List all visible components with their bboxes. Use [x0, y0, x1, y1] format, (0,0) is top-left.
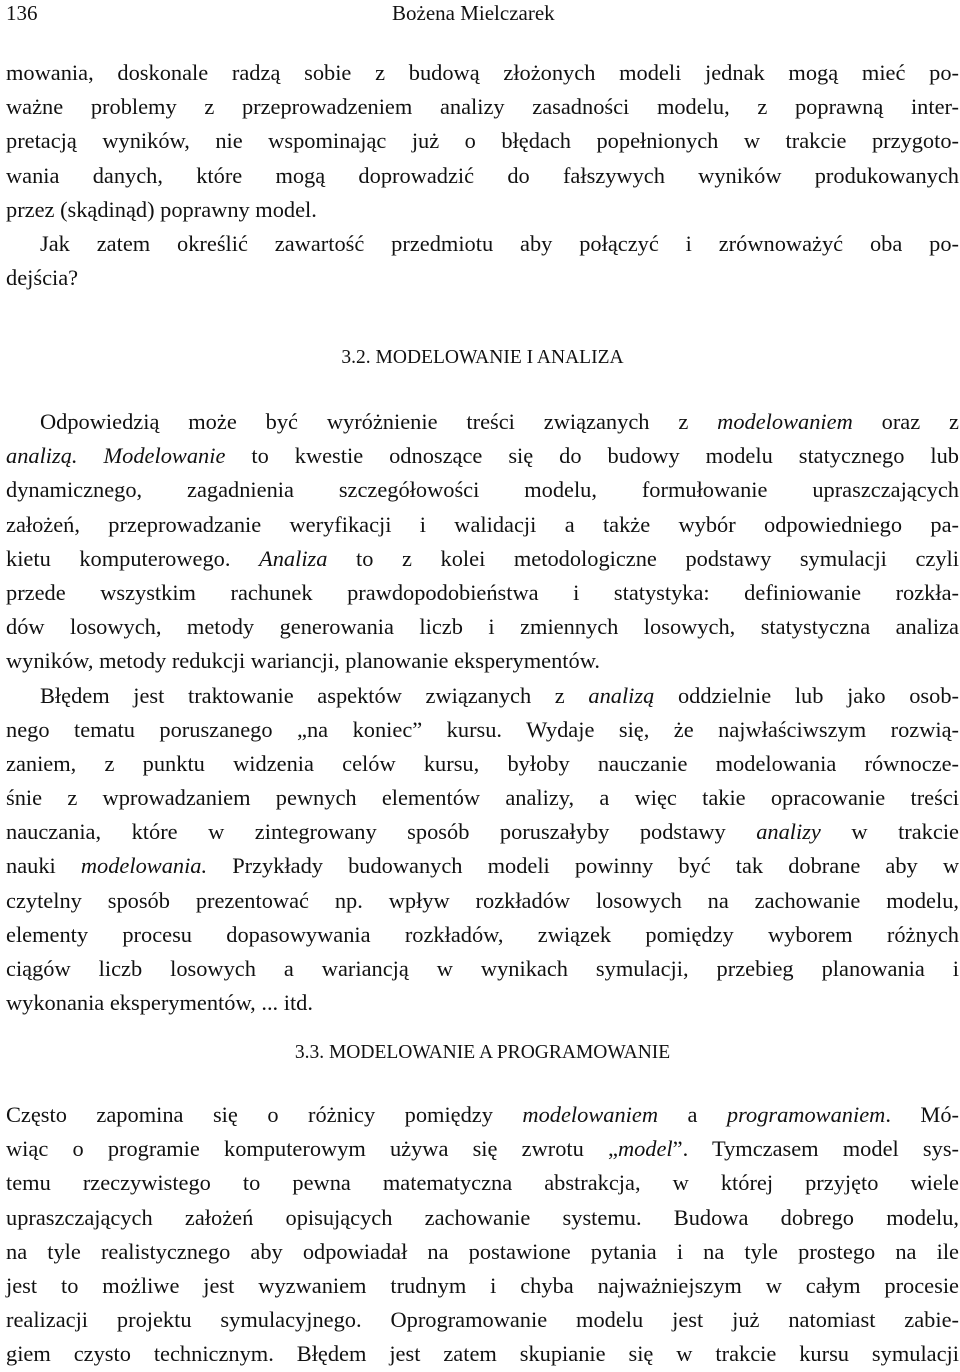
text-line — [6, 508, 959, 542]
text-span: upraszczających założeń opisujących zachowanie systemu. Budowa dobrego modelu, — [6, 1204, 959, 1230]
text-span: Odpowiedzią może być wyróżnienie treści związanych z — [40, 409, 718, 434]
text-line — [6, 952, 959, 986]
text-span: a — [658, 1102, 727, 1127]
text-line — [6, 1201, 959, 1235]
text-line — [6, 849, 959, 883]
text-span: oddzielnie lub jako osob- — [654, 682, 959, 708]
text-line — [6, 439, 959, 473]
text-span: oraz z — [852, 409, 959, 434]
text-line — [6, 1235, 959, 1269]
text-span: ”. Tymczasem model sys- — [672, 1136, 959, 1162]
text-span: Przykłady budowanych modeli powinny być tak dobrane aby w — [207, 853, 959, 879]
text-line — [6, 986, 959, 1020]
text-span: realizacji projektu symulacyjnego. Oprogramowanie modelu jest już natomiast zabie- — [6, 1307, 959, 1333]
text-line — [6, 1269, 959, 1303]
text-line — [6, 261, 959, 295]
text-line — [6, 1166, 959, 1200]
text-span: nego tematu poruszanego „na koniec” kursu. Wydaje się, że najwłaściwszym rozwią- — [6, 716, 959, 742]
text-line — [6, 193, 959, 227]
section-heading-3-3: 3.3. MODELOWANIE A PROGRAMOWANIE — [294, 1042, 671, 1063]
text-span: śnie z wprowadzaniem pewnych elementów analizy, a więc takie opracowanie treści — [6, 785, 959, 811]
text-line — [6, 644, 959, 678]
text-span: Często zapomina się o różnicy pomiędzy — [6, 1102, 523, 1127]
text-span: na tyle realistycznego aby odpowiadał na postawione pytania i na tyle prostego na ile — [6, 1238, 959, 1264]
text-span: to kwestie odnoszące się do budowy modelu statycznego lub — [225, 443, 959, 469]
text-span — [78, 443, 104, 468]
text-span: nauczania, które w zintegrowany sposób poruszałyby podstawy — [6, 819, 757, 845]
text-span: Błędem jest traktowanie aspektów związanych z — [40, 682, 589, 708]
text-span: temu rzeczywistego to pewna matematyczna abstrakcja, w której przyjęto wiele — [6, 1170, 959, 1196]
page-number: 136 — [6, 1, 38, 25]
text-span: wiąc o programie komputerowym używa się zwrotu „ — [6, 1136, 618, 1162]
text-span: dynamicznego, zagadnienia szczegółowości modelu, formułowanie upraszczających — [6, 477, 959, 503]
text-span: kietu komputerowego. — [6, 545, 260, 571]
text-span: . Mó- — [885, 1102, 959, 1127]
text-line — [6, 713, 959, 747]
text-span: pretacją wyników, nie wspominając już o błędach popełnionych w trakcie przygoto- — [6, 128, 959, 154]
text-line — [6, 1098, 959, 1132]
italic-text: Modelowanie — [103, 443, 226, 469]
text-span: założeń, przeprowadzanie weryfikacji i walidacji a także wybór odpowiedniego pa- — [6, 511, 959, 537]
text-span: jest to możliwe jest wyzwaniem trudnym i chyba najważniejszym w całym procesie — [6, 1272, 959, 1298]
italic-text: analizą — [588, 682, 655, 708]
text-span: ważne problemy z przeprowadzeniem analizy zasadności modelu, z poprawną inter- — [6, 94, 959, 120]
italic-text: modelowania. — [80, 853, 208, 879]
page-header — [6, 0, 959, 28]
text-line — [6, 1337, 959, 1371]
italic-text: modelowaniem — [522, 1102, 658, 1127]
text-line — [6, 576, 959, 610]
text-line — [6, 90, 959, 124]
text-span: wania danych, które mogą doprowadzić do fałszywych wyników produkowanych — [6, 162, 959, 188]
text-span: mowania, doskonale radzą sobie z budową złożonych modeli jednak mogą mieć po- — [6, 60, 959, 85]
text-span: dów losowych, metody generowania liczb i zmiennych losowych, statystyczna analiza — [6, 614, 959, 640]
text-span: giem czysto technicznym. Błędem jest zatem skupianie się w trakcie kursu symulacji — [6, 1341, 959, 1367]
section-heading-3-2: 3.2. MODELOWANIE I ANALIZA — [341, 347, 624, 368]
text-span: wyników, metody redukcji wariancji, planowanie eksperymentów. — [6, 648, 601, 674]
text-line — [6, 227, 959, 261]
italic-text: programowaniem — [726, 1102, 886, 1127]
text-span: dejścia? — [6, 265, 79, 291]
text-line — [6, 747, 959, 781]
text-span: przede wszystkim rachunek prawdopodobieństwa i statystyka: definiowanie rozkła- — [6, 579, 959, 605]
text-line — [6, 918, 959, 952]
document-page — [6, 0, 959, 1367]
text-span: zaniem, z punktu widzenia celów kursu, byłoby nauczanie modelowania równocze- — [6, 750, 959, 776]
text-span: wykonania eksperymentów, ... itd. — [6, 990, 313, 1016]
intro-paragraphs — [6, 56, 959, 295]
text-line — [6, 781, 959, 815]
text-span: przez (skądinąd) poprawny model. — [6, 196, 317, 222]
text-line — [6, 124, 959, 158]
italic-text: Analiza — [259, 545, 328, 571]
text-line — [6, 542, 959, 576]
text-line — [6, 159, 959, 193]
text-span: w trakcie — [820, 819, 959, 845]
text-span: ciągów liczb losowych a wariancją w wynikach symulacji, przebieg planowania i — [6, 956, 959, 981]
text-line — [6, 815, 959, 849]
text-span: czytelny sposób prezentować np. wpływ rozkładów losowych na zachowanie modelu, — [6, 887, 959, 913]
text-span: to z kolei metodologiczne podstawy symulacji czyli — [327, 545, 959, 571]
italic-text: analizy — [756, 819, 821, 845]
text-line — [6, 884, 959, 918]
text-line — [6, 679, 959, 713]
italic-text: modelowaniem — [717, 409, 853, 434]
text-line — [6, 610, 959, 644]
text-line — [6, 473, 959, 507]
text-line — [6, 1132, 959, 1166]
text-span: elementy procesu dopasowywania rozkładów, związek pomiędzy wyborem różnych — [6, 921, 959, 947]
section-3-3-body — [6, 1098, 959, 1372]
section-3-2-body — [6, 405, 959, 1020]
text-span: Jak zatem określić zawartość przedmiotu aby połączyć i zrównoważyć oba po- — [40, 230, 959, 256]
text-line — [6, 56, 959, 90]
text-line — [6, 405, 959, 439]
text-span: nauki — [6, 853, 81, 879]
running-head: Bożena Mielczarek — [392, 1, 555, 25]
italic-text: model — [617, 1136, 673, 1162]
text-line — [6, 1303, 959, 1337]
italic-text: analizą. — [6, 443, 78, 469]
